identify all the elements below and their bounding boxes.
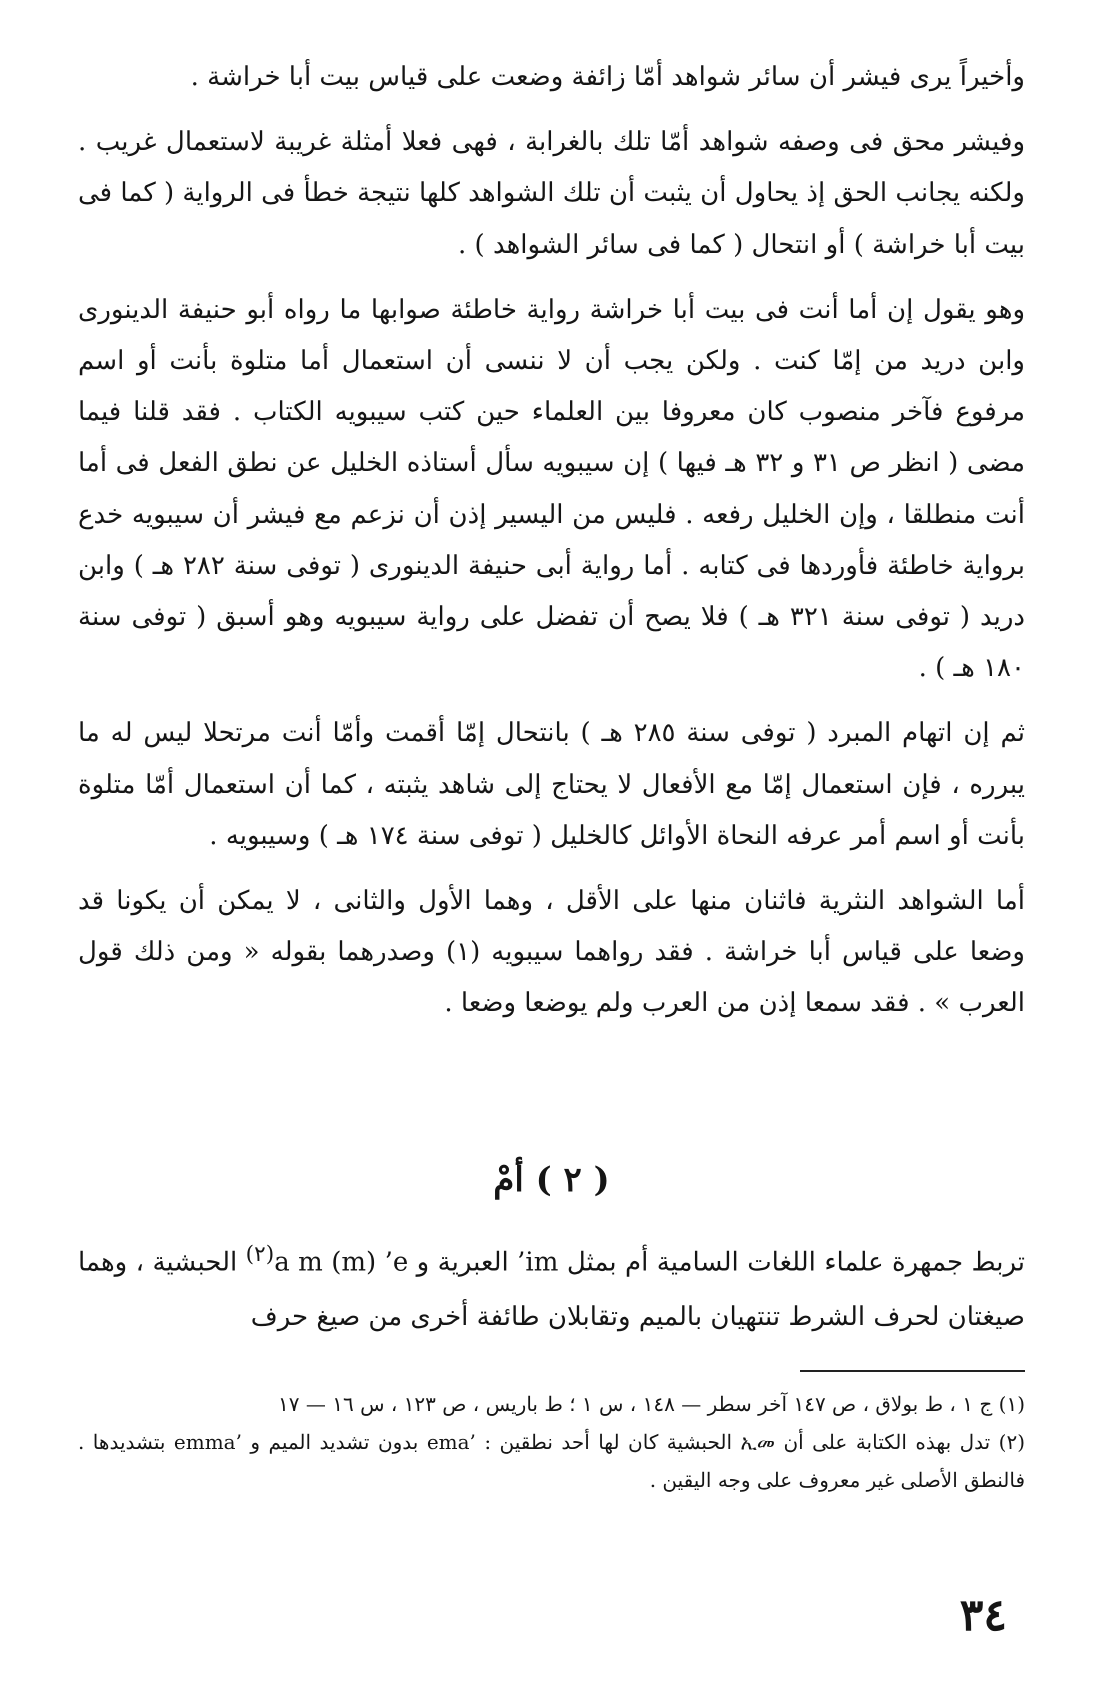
main-text — [78, 52, 1025, 1030]
paragraph — [78, 1228, 1025, 1344]
text-span: تربط جمهرة علماء اللغات السامية أم بمثل — [566, 1247, 1026, 1278]
paragraph: وهو يقول إن أما أنت فى بيت أبا خراشة رواية خاطئة صوابها ما رواه أبو حنيفة الدينورى وابن دريد من إمّا كنت . ولكن يجب أن لا ننسى أن استعمال أما متلوة بأنت أو اسم مرفوع فآخر منصوب كان معروفا بين العلماء حين كتب سيبويه الكتاب . فقد قلنا فيما مضى ( انظر ص ٣١ و ٣٢ هـ فيها ) إن سيبويه سأل أستاذه الخليل عن نطق الفعل فى أما أنت منطلقا ، وإن الخليل رفعه . فليس من اليسير إذن أن نزعم مع فيشر أن سيبويه خدع برواية خاطئة فأوردها فى كتابه . أما رواية أبى حنيفة الدينورى ( توفى سنة ٢٨٢ هـ ) وابن دريد ( توفى سنة ٣٢١ هـ ) فلا يصح أن تفضل على رواية سيبويه وهو أسبق ( توفى سنة ١٨٠ هـ ) . — [78, 294, 1026, 684]
paragraph: وفيشر محق فى وصفه شواهد أمّا تلك بالغرابة ، فهى فعلا أمثلة غريبة لاستعمال غريب . ولكنه يجانب الحق إذ يحاول أن يثبت أن تلك الشواهد كلها نتيجة خطأ فى الرواية ( كما فى بيت أبا خراشة ) أو انتحال ( كما فى سائر الشواهد ) . — [78, 127, 1025, 260]
latin-term: a m (m) ’e — [274, 1247, 409, 1278]
footnote-ref: (٢) — [245, 1242, 275, 1267]
text-span: العبرية و — [416, 1247, 509, 1278]
page-number: ٣٤ — [959, 1590, 1007, 1641]
footnotes — [78, 1385, 1025, 1499]
footnote: (٢) تدل بهذه الكتابة على أن ኢመ الحبشية كان لها أحد نطقين : ’ema بدون تشديد الميم و ’emma بتشديدها . فالنطق الأصلى غير معروف على وجه اليقين . — [78, 1430, 1025, 1492]
latin-term: ’im — [517, 1247, 559, 1278]
paragraph: وأخيراً يرى فيشر أن سائر شواهد أمّا زائفة وضعت على قياس بيت أبا خراشة . — [190, 62, 1025, 92]
paragraph: ثم إن اتهام المبرد ( توفى سنة ٢٨٥ هـ ) بانتحال إمّا أقمت وأمّا أنت مرتحلا ليس له ما يبرره ، فإن استعمال إمّا مع الأفعال لا يحتاج إلى شاهد يثبته ، كما أن استعمال أمّا متلوة بأنت أو اسم أمر عرفه النحاة الأوائل كالخليل ( توفى سنة ١٧٤ هـ ) وسيبويه . — [78, 718, 1025, 851]
footnote: (١) ج ١ ، ط بولاق ، ص ١٤٧ آخر سطر — ١٤٨ ، س ١ ؛ ط باريس ، ص ١٢٣ ، س ١٦ — ١٧ — [278, 1392, 1025, 1416]
section-text — [78, 1228, 1025, 1344]
paragraph: أما الشواهد النثرية فاثنان منها على الأقل ، وهما الأول والثانى ، لا يمكن أن يكونا قد وضعا على قياس أبا خراشة . فقد رواهما سيبويه (١) وصدرهما بقوله « ومن ذلك قول العرب » . فقد سمعا إذن من العرب ولم يوضعا وضعا . — [78, 886, 1025, 1019]
footnote-divider — [800, 1370, 1025, 1372]
text-span: الحبشية ، وهما صيغتان لحرف الشرط تنتهيان بالميم وتقابلان طائفة أخرى من صيغ حرف — [78, 1247, 1025, 1332]
section-heading: ( ٢ ) أمْ — [493, 1160, 610, 1200]
